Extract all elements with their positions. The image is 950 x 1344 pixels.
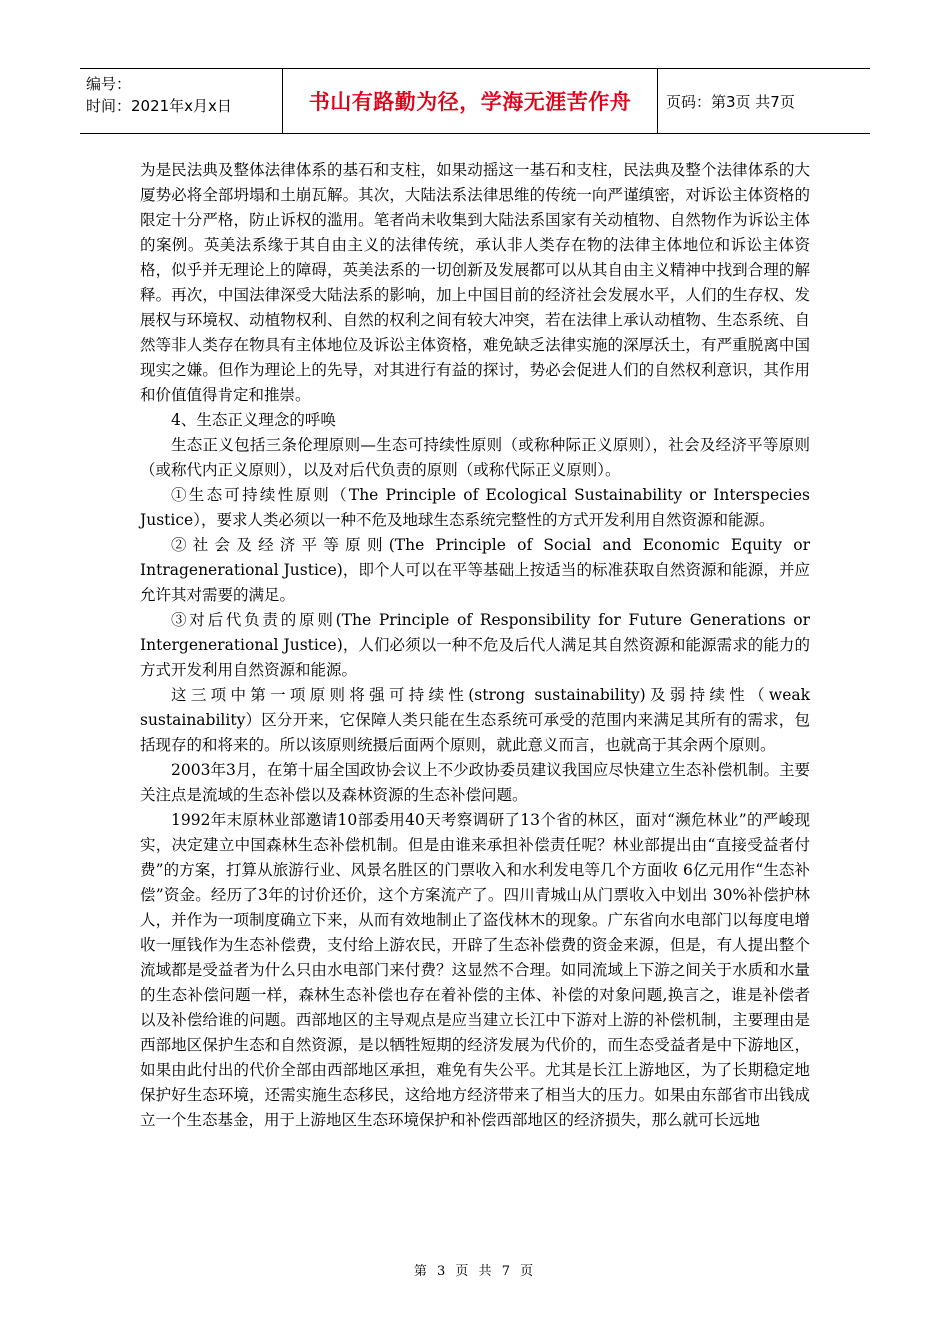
body-paragraph: 生态正义包括三条伦理原则—生态可持续性原则（或称种际正义原则），社会及经济平等原则（或称代内正义原则），以及对后代负责的原则（或称代际正义原则）。 <box>140 436 810 479</box>
body-paragraph: 为是民法典及整体法律体系的基石和支柱，如果动摇这一基石和支柱，民法典及整个法律体系的大厦势必将全部坍塌和土崩瓦解。其次，大陆法系法律思维的传统一向严谨缜密，对诉讼主体资格的限定十分严格，防止诉权的滥用。笔者尚未收集到大陆法系国家有关动植物、自然物作为诉讼主体的案例。英美法系缘于其自由主义的法律传统，承认非人类存在物的法律主体地位和诉讼主体资格，似乎并无理论上的障碍，英美法系的一切创新及发展都可以从其自由主义精神中找到合理的解释。再次，中国法律深受大陆法系的影响，加上中国目前的经济社会发展水平，人们的生存权、发展权与环境权、动植物权利、自然的权利之间有较大冲突，若在法律上承认动植物、生态系统、自然等非人类存在物具有主体地位及诉讼主体资格，难免缺乏法律实施的深厚沃土，有严重脱离中国现实之嫌。但作为理论上的先导，对其进行有益的探讨，势必会促进人们的自然权利意识，其作用和价值值得肯定和推崇。 <box>140 161 810 404</box>
principle-paragraph: ③对后代负责的原则(The Principle of Responsibility for Future Generations or Intergenerational Justice)，人们必须以一种不危及后代人满足其自然资源和能源需求的能力的方式开发利用自然资源和能源。 <box>140 611 810 679</box>
document-body <box>140 158 810 1133</box>
section-heading: 4、生态正义理念的呼唤 <box>171 411 336 429</box>
page-footer: 第 3 页 共 7 页 <box>413 1264 537 1279</box>
document-time-label: 时间：2021年x月x日 <box>86 97 232 115</box>
principle-paragraph: ②社会及经济平等原则(The Principle of Social and Economic Equity or Intragenerational Justice)，即个人可以在平等基础上按适当的标准获取自然资源和能源，并应允许其对需要的满足。 <box>140 536 810 604</box>
body-paragraph: 1992年末原林业部邀请10部委用40天考察调研了13个省的林区，面对“濒危林业”的严峻现实，决定建立中国森林生态补偿机制。但是由谁来承担补偿责任呢？林业部提出由“直接受益者付费”的方案，打算从旅游行业、风景名胜区的门票收入和水利发电等几个方面收 6亿元用作“生态补偿”资金。经历了3年的讨价还价，这个方案流产了。四川青城山从门票收入中划出 30%补偿护林人，并作为一项制度确立下来，从而有效地制止了盗伐林木的现象。广东省向水电部门以每度电增收一厘钱作为生态补偿费，支付给上游农民，开辟了生态补偿费的资金来源，但是，有人提出整个流域都是受益者为什么只由水电部门来付费？这显然不合理。如同流域上下游之间关于水质和水量的生态补偿问题一样，森林生态补偿也存在着补偿的主体、补偿的对象问题,换言之，谁是补偿者以及补偿给谁的问题。西部地区的主导观点是应当建立长江中下游对上游的补偿机制，主要理由是西部地区保护生态和自然资源，是以牺牲短期的经济发展为代价的，而生态受益者是中下游地区，如果由此付出的代价全部由西部地区承担，难免有失公平。尤其是长江上游地区，为了长期稳定地保护好生态环境，还需实施生态移民，这给地方经济带来了相当大的压力。如果由东部省市出钱成立一个生态基金，用于上游地区生态环境保护和补偿西部地区的经济损失，那么就可长远地 <box>140 811 810 1129</box>
body-paragraph: 这三项中第一项原则将强可持续性(strong sustainability)及弱持续性（weak sustainability）区分开来，它保障人类只能在生态系统可承受的范围内来满足其所有的需求，包括现存的和将来的。所以该原则统摄后面两个原则，就此意义而言，也就高于其余两个原则。 <box>140 686 810 754</box>
principle-paragraph: ①生态可持续性原则（The Principle of Ecological Sustainability or Interspecies Justice），要求人类必须以一种不危及地球生态系统完整性的方式开发利用自然资源和能源。 <box>140 486 810 529</box>
header-meta <box>80 69 282 133</box>
header-page-code: 页码：第3页 共7页 <box>666 92 795 111</box>
document-number-label: 编号： <box>86 75 132 93</box>
header-motto: 书山有路勤为径，学海无涯苦作舟 <box>282 69 658 133</box>
page-header <box>80 68 870 134</box>
body-paragraph: 2003年3月，在第十届全国政协会议上不少政协委员建议我国应尽快建立生态补偿机制。主要关注点是流域的生态补偿以及森林资源的生态补偿问题。 <box>140 761 810 804</box>
